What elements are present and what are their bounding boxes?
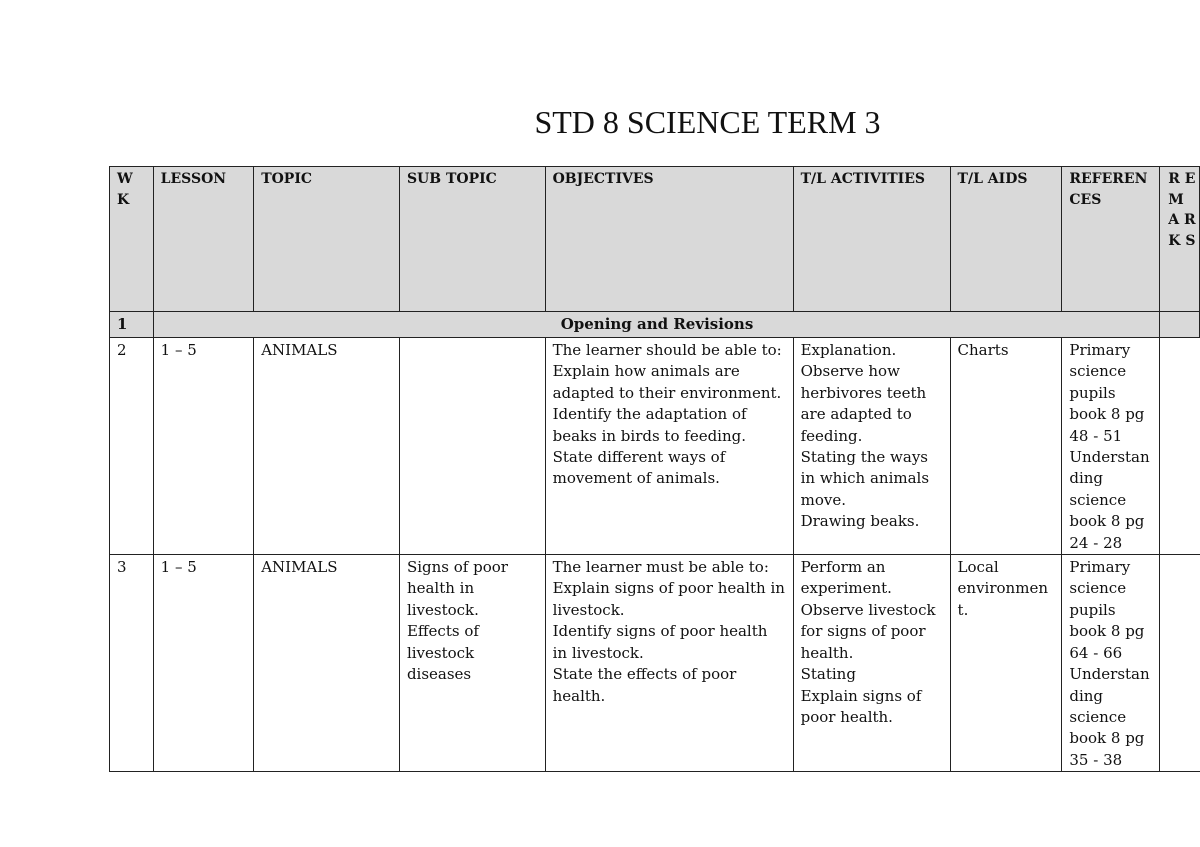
activity-line: Explain signs of poor health. xyxy=(800,686,922,726)
row-sub-topic xyxy=(399,555,545,772)
row-aids: Charts xyxy=(950,338,1062,555)
row-wk: 3 xyxy=(110,555,154,772)
row-lesson: 1 – 5 xyxy=(153,555,254,772)
table-row xyxy=(110,338,1200,555)
sub-topic-line: Effects of livestock diseases xyxy=(406,622,479,684)
row-activities xyxy=(793,555,950,772)
reference-line: Primary science pupils book 8 pg 48 - 51 xyxy=(1069,341,1145,445)
week-1-label: Opening and Revisions xyxy=(153,312,1160,338)
header-activities: T/L ACTIVITIES xyxy=(793,167,950,312)
activity-line: Observe how herbivores teeth are adapted to feeding. xyxy=(800,362,927,445)
header-references: REFEREN CES xyxy=(1062,167,1160,312)
row-topic: ANIMALS xyxy=(254,338,400,555)
header-topic: TOPIC xyxy=(254,167,400,312)
week-1-remarks xyxy=(1160,312,1200,338)
reference-line: Primary science pupils book 8 pg 64 - 66 xyxy=(1069,558,1145,662)
activity-line: Observe livestock for signs of poor health. xyxy=(800,600,936,662)
header-lesson: LESSON xyxy=(153,167,254,312)
row-aids: Local environmen t. xyxy=(950,555,1062,772)
week-1-number: 1 xyxy=(110,312,154,338)
activity-line: Stating the ways in which animals move. xyxy=(800,448,930,509)
row-topic: ANIMALS xyxy=(254,555,400,772)
activity-line: Stating xyxy=(800,665,856,684)
header-sub-topic: SUB TOPIC xyxy=(399,167,545,312)
objective-line: State different ways of movement of animals. xyxy=(552,448,726,488)
row-sub-topic xyxy=(399,338,545,555)
reference-line: Understan ding science book 8 pg 24 - 28 xyxy=(1069,448,1150,552)
week-1-row xyxy=(110,312,1200,338)
activity-line: Perform an experiment. xyxy=(800,558,892,598)
activity-line: Explanation. xyxy=(800,341,897,359)
row-references xyxy=(1062,555,1160,772)
document-title: STD 8 SCIENCE TERM 3 xyxy=(534,104,881,140)
row-remarks xyxy=(1160,338,1200,555)
header-aids: T/L AIDS xyxy=(950,167,1062,312)
scheme-of-work-table xyxy=(109,166,1200,772)
objective-line: Explain how animals are adapted to their environment. xyxy=(552,362,782,402)
objective-line: Explain signs of poor health in livestock. xyxy=(552,579,785,619)
objective-line: Identify the adaptation of beaks in birds to feeding. xyxy=(552,405,747,445)
activity-line: Drawing beaks. xyxy=(800,512,920,531)
row-objectives xyxy=(545,338,793,555)
row-wk: 2 xyxy=(110,338,154,555)
header-objectives: OBJECTIVES xyxy=(545,167,793,312)
objective-line: The learner should be able to: xyxy=(552,341,782,359)
objective-line: State the effects of poor health. xyxy=(552,665,737,705)
objective-line: The learner must be able to: xyxy=(552,558,769,577)
row-objectives xyxy=(545,555,793,772)
reference-line: Understan ding science book 8 pg 35 - 38 xyxy=(1069,665,1150,769)
header-row xyxy=(110,167,1200,312)
header-remarks: R E M A R K S xyxy=(1160,167,1200,312)
row-references xyxy=(1062,338,1160,555)
table-row xyxy=(110,555,1200,772)
objective-line: Identify signs of poor health in livestock. xyxy=(552,622,768,662)
row-activities xyxy=(793,338,950,555)
row-lesson: 1 – 5 xyxy=(153,338,254,555)
row-remarks xyxy=(1160,555,1200,772)
sub-topic-line: Signs of poor health in livestock. xyxy=(406,558,508,619)
header-wk: W K xyxy=(110,167,154,312)
